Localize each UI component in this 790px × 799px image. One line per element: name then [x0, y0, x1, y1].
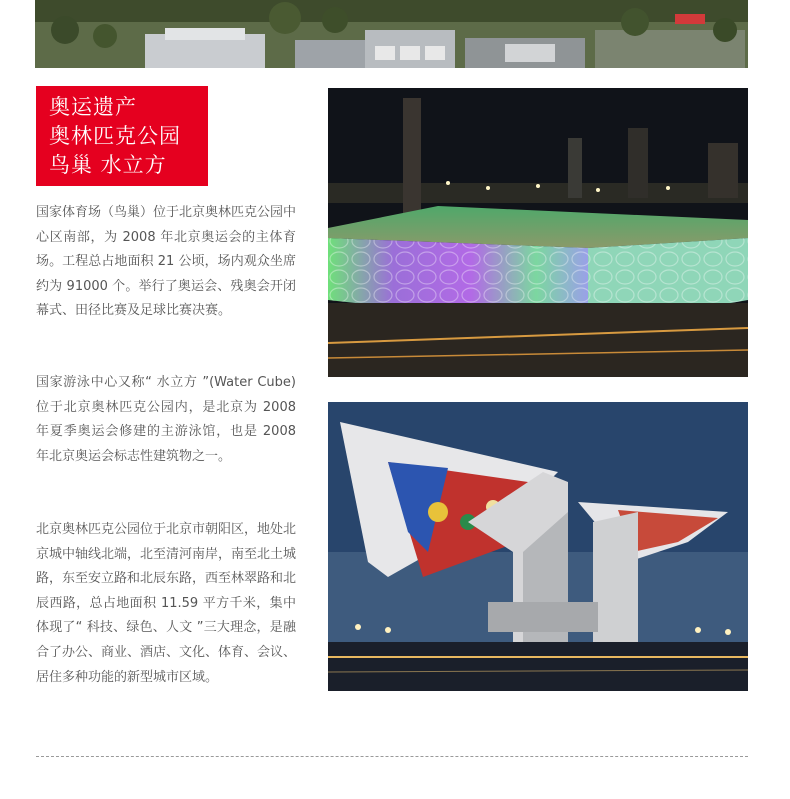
olympic-tower-photo: [328, 402, 748, 691]
title-line-2: 奥林匹克公园: [49, 124, 181, 148]
aerial-city-photo: [35, 0, 748, 68]
paragraph-olympic-park: 北京奥林匹克公园位于北京市朝阳区，地处北京城中轴线北端，北至清河南岸，南至北土城路，东至安立路和北辰东路，西至林翠路和北辰西路，总占地面积 11.59 平方千米，集中体现了“ 科技、绿色、人文 ”三大理念，是融合了办公、商业、酒店、文化、体育、会议、居住多种功能的新型城市区域。: [36, 522, 297, 685]
water-cube-photo: [328, 88, 748, 377]
paragraph-water-cube: 国家游泳中心又称“ 水立方 ”(Water Cube) 位于北京奥林匹克公园内，是北京为 2008 年夏季奥运会修建的主游泳馆，也是 2008 年北京奥运会标志性建筑物之一。: [36, 375, 296, 464]
title-line-1: 奥运遗产: [49, 95, 137, 119]
title-line-3: 鸟巢 水立方: [49, 153, 167, 177]
paragraph-birds-nest: 国家体育场（鸟巢）位于北京奥林匹克公园中心区南部，为 2008 年北京奥运会的主体育场。工程总占地面积 21 公顷，场内观众坐席约为 91000 个。举行了奥运会、残奥会开闭幕式、田径比赛及足球比赛决赛。: [36, 205, 297, 319]
section-title-box: [36, 86, 208, 186]
section-divider: [36, 756, 748, 757]
